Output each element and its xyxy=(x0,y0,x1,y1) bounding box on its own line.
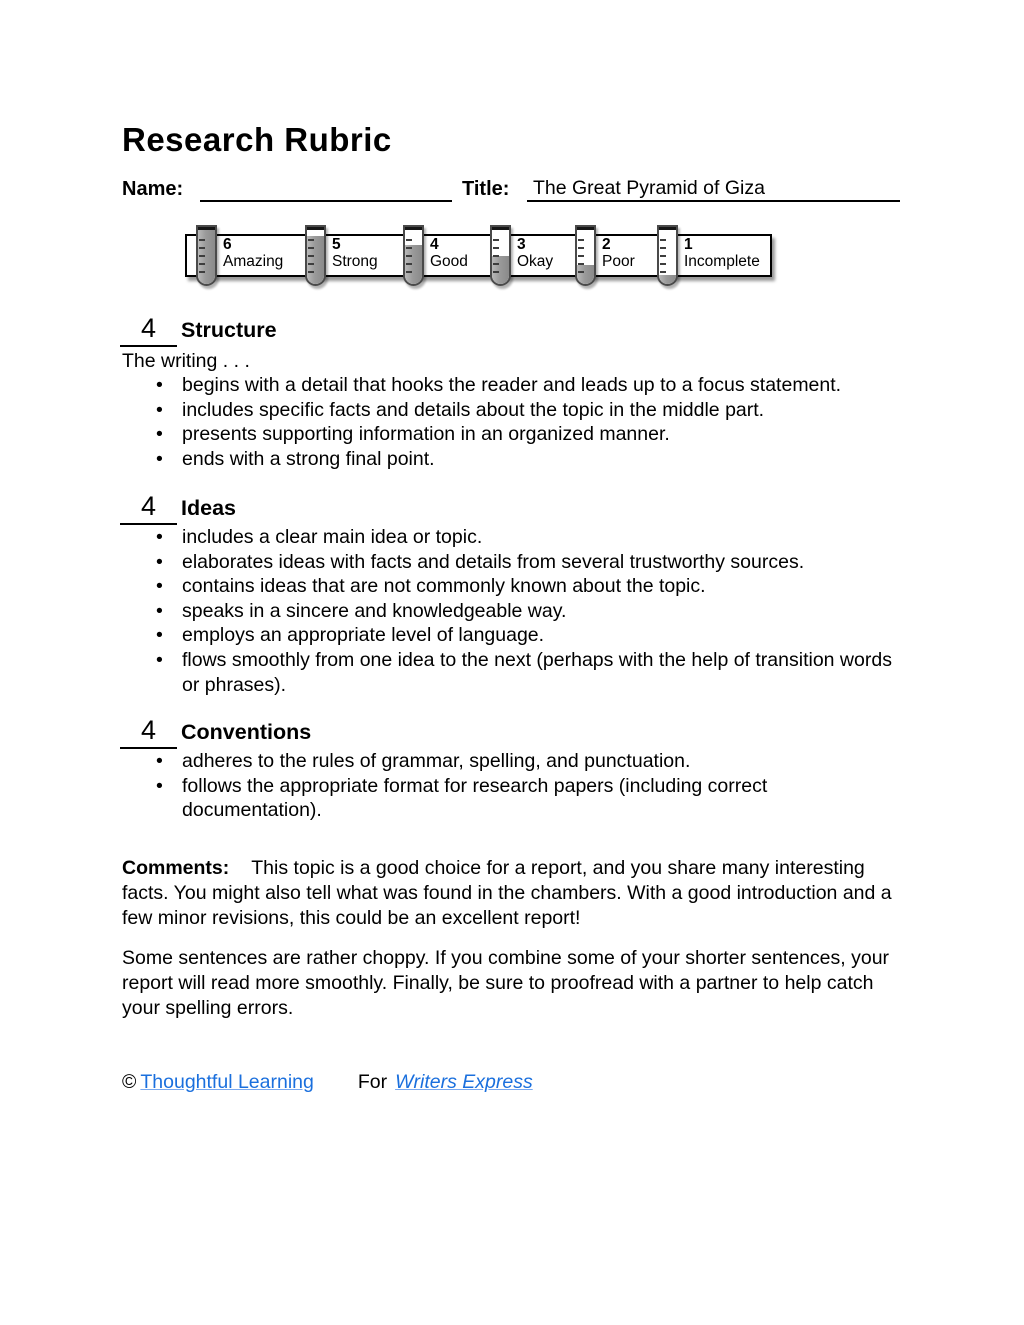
scale-word: Amazing xyxy=(223,253,284,270)
comments-block xyxy=(122,856,906,1035)
section-ideas xyxy=(122,492,908,697)
scale-score: 2 xyxy=(602,236,611,253)
test-tube-icon-5 xyxy=(305,225,326,286)
test-tube-icon-6 xyxy=(196,225,217,286)
section-structure xyxy=(122,314,908,471)
structure-bullets xyxy=(122,373,908,471)
score-row xyxy=(122,716,908,749)
scale-word: Poor xyxy=(602,253,635,270)
title-filled-line xyxy=(527,175,900,202)
test-tube-icon-2 xyxy=(575,225,596,286)
name-blank-line xyxy=(200,175,452,202)
score-row xyxy=(122,492,908,525)
scale-score: 4 xyxy=(430,236,439,253)
copyright-symbol: © xyxy=(122,1071,137,1093)
bullet-item: • includes specific facts and details about the topic in the middle part. xyxy=(122,398,908,423)
ideas-score: 4 xyxy=(120,489,177,525)
comments-label: Comments: xyxy=(122,857,230,879)
bullet-item: • elaborates ideas with facts and details from several trustworthy sources. xyxy=(122,550,908,575)
bullet-item: • employs an appropriate level of language. xyxy=(122,623,908,648)
comments-text-1: This topic is a good choice for a report, and you share many interesting facts. You might also tell what was found in the chambers. With a good introduction and a few minor revisions, this could be an excellent report! xyxy=(122,857,892,930)
scale-word: Okay xyxy=(517,253,554,270)
structure-intro: The writing . . . xyxy=(122,350,250,372)
bullet-item: • speaks in a sincere and knowledgeable way. xyxy=(122,599,908,624)
page-title: Research Rubric xyxy=(122,121,392,158)
conventions-score: 4 xyxy=(120,713,177,749)
scale-level-2 xyxy=(602,236,694,270)
bullet-item: • adheres to the rules of grammar, spelling, and punctuation. xyxy=(122,749,908,774)
scale-score: 5 xyxy=(332,236,341,253)
name-label: Name: xyxy=(122,178,184,200)
conventions-heading: Conventions xyxy=(181,720,312,744)
comments-paragraph-1 xyxy=(122,856,906,932)
structure-heading: Structure xyxy=(181,318,277,342)
scale-score: 6 xyxy=(223,236,232,253)
scale-level-6 xyxy=(223,236,315,270)
ideas-bullets xyxy=(122,525,908,697)
comments-paragraph-2: Some sentences are rather choppy. If you combine some of your shorter sentences, your report will read more smoothly. Finally, be sure to proofread with a partner to help catch your spelling errors. xyxy=(122,946,890,1020)
for-text: For xyxy=(357,1071,388,1093)
scale-level-1 xyxy=(684,236,776,270)
test-tube-icon-4 xyxy=(403,225,424,286)
title-value: The Great Pyramid of Giza xyxy=(533,177,765,199)
scale-word: Strong xyxy=(332,253,378,270)
section-conventions xyxy=(122,716,908,823)
scale-word: Good xyxy=(430,253,468,270)
test-tube-icon-1 xyxy=(657,225,678,286)
bullet-item: • includes a clear main idea or topic. xyxy=(122,525,908,550)
ideas-heading: Ideas xyxy=(181,496,236,520)
bullet-item: • flows smoothly from one idea to the next (perhaps with the help of transition words or phrases). xyxy=(122,648,908,697)
scale-score: 3 xyxy=(517,236,526,253)
thoughtful-learning-link[interactable]: Thoughtful Learning xyxy=(140,1071,314,1093)
rating-scale xyxy=(185,225,785,295)
name-title-row xyxy=(0,175,1024,209)
score-row xyxy=(122,314,908,347)
bullet-item: • begins with a detail that hooks the reader and leads up to a focus statement. xyxy=(122,373,908,398)
scale-score: 1 xyxy=(684,236,693,253)
conventions-bullets xyxy=(122,749,908,823)
bullet-item: • contains ideas that are not commonly known about the topic. xyxy=(122,574,908,599)
bullet-item: • presents supporting information in an organized manner. xyxy=(122,422,908,447)
writers-express-link[interactable]: Writers Express xyxy=(395,1071,533,1093)
scale-word: Incomplete xyxy=(684,253,760,270)
test-tube-icon-3 xyxy=(490,225,511,286)
title-label: Title: xyxy=(462,178,510,200)
footer xyxy=(122,1071,533,1094)
bullet-item: • follows the appropriate format for research papers (including correct documentation). xyxy=(122,774,908,823)
bullet-item: • ends with a strong final point. xyxy=(122,447,908,472)
structure-score: 4 xyxy=(120,311,177,347)
